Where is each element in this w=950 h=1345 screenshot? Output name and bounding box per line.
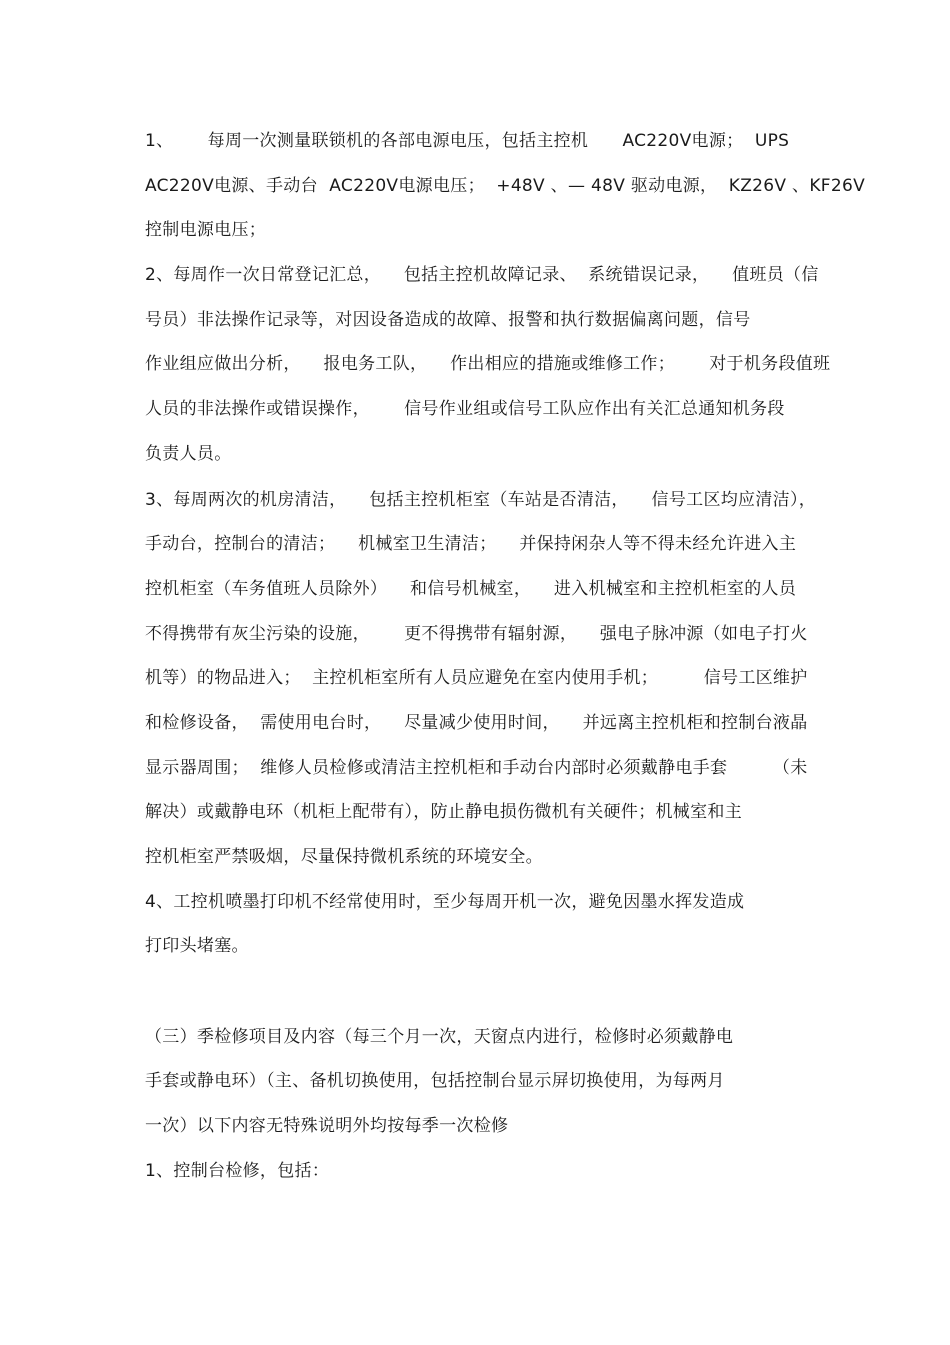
text-line: 号员）非法操作记录等，对因设备造成的故障、报警和执行数据偏离问题，信号 xyxy=(145,310,751,330)
text-line: 不得携带有灰尘污染的设施， 更不得携带有辐射源， 强电子脉冲源（如电子打火 xyxy=(145,624,808,644)
text-line: 控机柜室（车务值班人员除外） 和信号机械室， 进入机械室和主控机柜室的人员 xyxy=(145,579,797,599)
text-line: （三）季检修项目及内容（每三个月一次，天窗点内进行，检修时必须戴静电 xyxy=(145,1027,734,1047)
text-line: 打印头堵塞。 xyxy=(145,936,249,956)
text-line: 显示器周围； 维修人员检修或清洁主控机柜和手动台内部时必须戴静电手套 （未 xyxy=(145,758,808,778)
text-line: 2、每周作一次日常登记汇总， 包括主控机故障记录、 系统错误记录， 值班员（信 xyxy=(145,265,819,285)
text-line: 机等）的物品进入； 主控机柜室所有人员应避免在室内使用手机； 信号工区维护 xyxy=(145,668,808,688)
text-line: 控机柜室严禁吸烟，尽量保持微机系统的环境安全。 xyxy=(145,847,543,867)
text-line: 手套或静电环）（主、备机切换使用，包括控制台显示屏切换使用，为每两月 xyxy=(145,1071,725,1091)
text-line: AC220V电源、手动台 AC220V电源电压； +48V 、— 48V 驱动电源， KZ26V 、KF26V xyxy=(145,176,866,196)
text-line: 控制电源电压； xyxy=(145,220,267,240)
text-line: 3、每周两次的机房清洁， 包括主控机柜室（车站是否清洁， 信号工区均应清洁）， xyxy=(145,490,817,510)
text-line: 4、工控机喷墨打印机不经常使用时，至少每周开机一次，避免因墨水挥发造成 xyxy=(145,892,745,912)
text-line: 人员的非法操作或错误操作， 信号作业组或信号工队应作出有关汇总通知机务段 xyxy=(145,399,785,419)
text-line: 1、控制台检修，包括： xyxy=(145,1161,330,1181)
text-line: 手动台，控制台的清洁； 机械室卫生清洁； 并保持闲杂人等不得未经允许进入主 xyxy=(145,534,797,554)
text-line: 和检修设备， 需使用电台时， 尽量减少使用时间， 并远离主控机柜和控制台液晶 xyxy=(145,713,808,733)
text-line: 一次）以下内容无特殊说明外均按每季一次检修 xyxy=(145,1116,509,1136)
text-line: 解决）或戴静电环（机柜上配带有），防止静电损伤微机有关硬件；机械室和主 xyxy=(145,802,742,822)
text-line: 1、 每周一次测量联锁机的各部电源电压，包括主控机 AC220V电源； UPS xyxy=(145,131,790,151)
text-line: 作业组应做出分析， 报电务工队， 作出相应的措施或维修工作； 对于机务段值班 xyxy=(145,354,831,374)
text-line: 负责人员。 xyxy=(145,444,232,464)
